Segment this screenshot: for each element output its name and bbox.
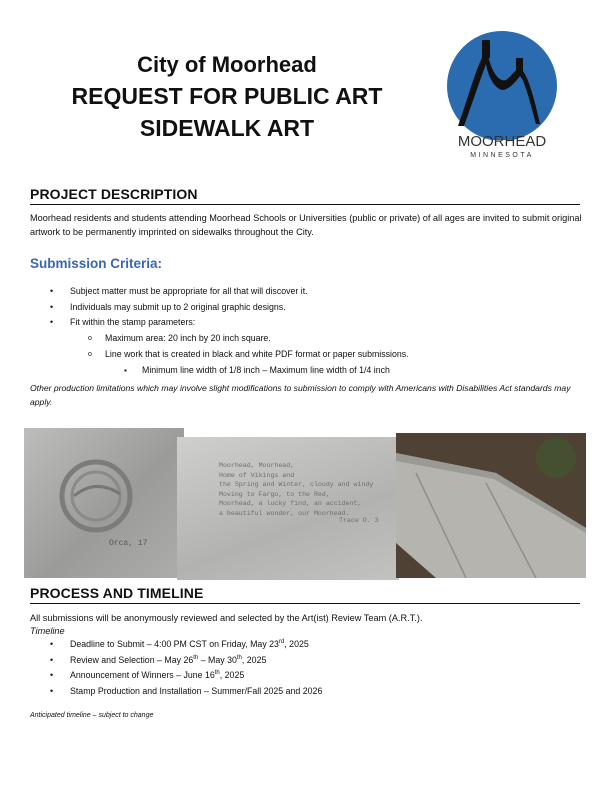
sidewalk-art-title: SIDEWALK ART [139, 115, 315, 141]
city-title: City of Moorhead [137, 52, 317, 77]
timeline-item: • Deadline to Submit – 4:00 PM CST on Friday, May 23rd, 2025 [30, 637, 322, 653]
timeline-item: • Announcement of Winners – June 16th, 2025 [30, 668, 322, 684]
poem-line: Moving to Fargo, to the Red, [219, 490, 330, 498]
poem-text [219, 461, 373, 518]
request-title: REQUEST FOR PUBLIC ART [71, 83, 383, 109]
sidewalk-photo [396, 433, 586, 578]
project-description-heading: PROJECT DESCRIPTION [30, 186, 580, 205]
list-item: • Subject matter must be appropriate for all that will discover it. [30, 284, 409, 300]
poem-line: a beautiful wonder, our Moorhead. [219, 509, 350, 517]
moorhead-logo-icon [428, 28, 576, 162]
timeline-footnote: Anticipated timeline – subject to change [30, 712, 154, 719]
title-block [40, 50, 414, 144]
project-description-text: Moorhead residents and students attending Moorhead Schools or Universities (public or private) of all ages are invited to submit original artwork to be permanently imprinted on sidewalks throughout the City. [30, 213, 582, 237]
poem-line: Moorhead, Moorhead, [219, 462, 295, 469]
process-intro: All submissions will be anonymously reviewed and selected by the Art(ist) Review Team (A.R.T.). [30, 613, 423, 623]
stamp-caption: Orca, 17 [109, 539, 148, 548]
criteria-list [30, 284, 409, 378]
list-item: • Fit within the stamp parameters: [30, 315, 409, 331]
sidewalk-path-photo [396, 433, 586, 578]
poem-signature: Trace O. 3 [339, 517, 379, 524]
list-subsubitem: ▪ Minimum line width of 1/8 inch – Maximum line width of 1/4 inch [30, 363, 409, 379]
process-timeline-heading: PROCESS AND TIMELINE [30, 585, 580, 604]
list-item: • Individuals may submit up to 2 original graphic designs. [30, 300, 409, 316]
limitations-note: Other production limitations which may involve slight modifications to submission to comply with Americans with Disabilities Act standards may apply. [30, 383, 571, 407]
poem-photo [177, 437, 399, 580]
logo-state: MINNESOTA [470, 152, 534, 159]
timeline-label: Timeline [30, 626, 65, 636]
poem-line: the Spring and Winter, cloudy and windy [219, 481, 374, 488]
list-subitem: o Maximum area: 20 inch by 20 inch square. [30, 331, 409, 347]
list-subitem: o Line work that is created in black and white PDF format or paper submissions. [30, 347, 409, 363]
timeline-list [30, 637, 322, 699]
poem-line: Moorhead, a lucky find, an accident, [219, 500, 362, 507]
timeline-item: • Stamp Production and Installation – Summer/Fall 2025 and 2026 [30, 684, 322, 700]
submission-criteria-heading: Submission Criteria: [30, 256, 163, 271]
stamp-photo [24, 428, 184, 578]
moorhead-logo [428, 28, 576, 162]
logo-wordmark: MOORHEAD [457, 133, 547, 150]
poem-line: Home of Vikings and [219, 471, 295, 479]
sidewalk-stamp-photo [24, 428, 184, 578]
timeline-item: • Review and Selection – May 26th – May 30th, 2025 [30, 653, 322, 669]
